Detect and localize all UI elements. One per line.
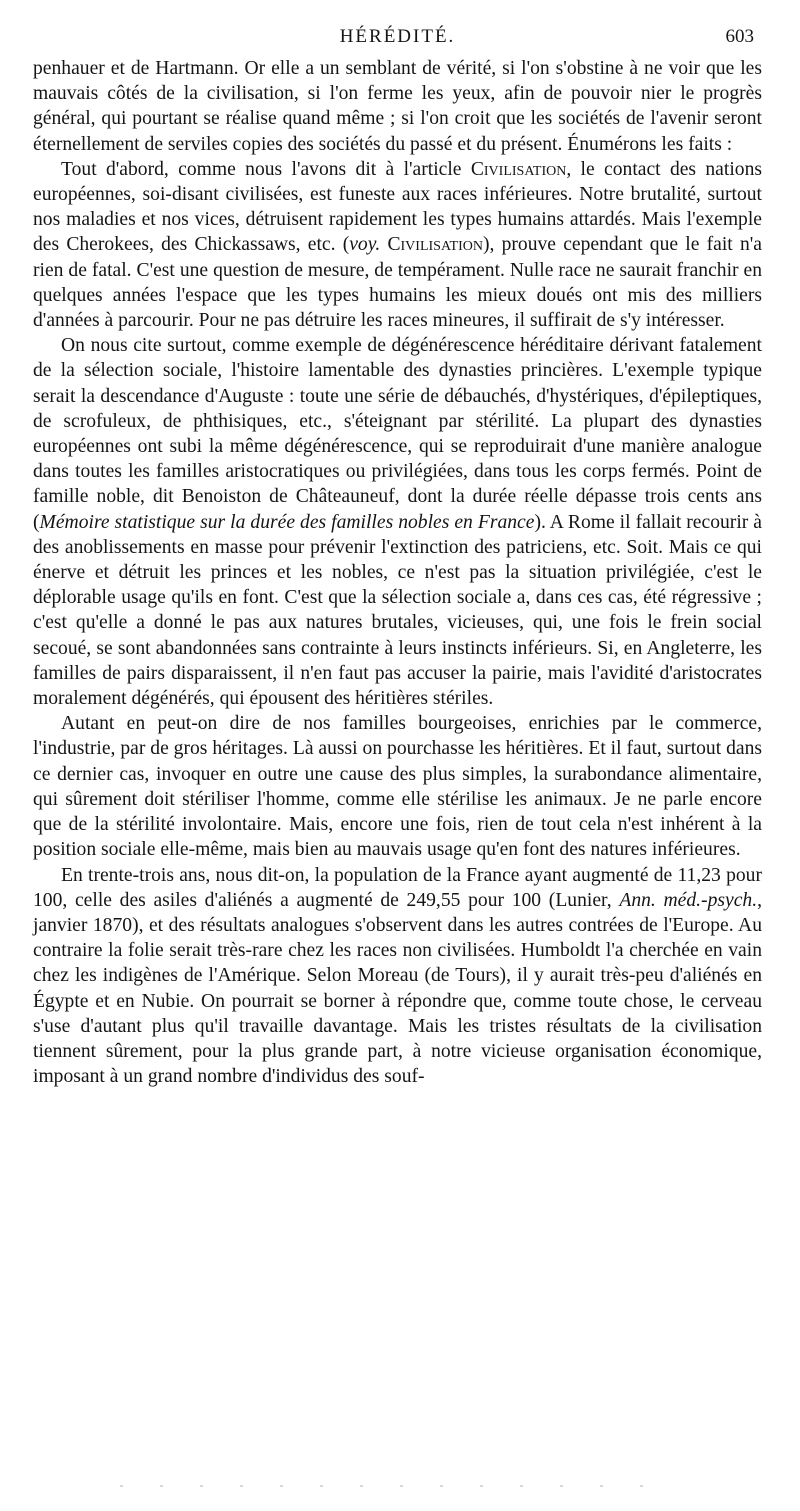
cited-work-title: Mémoire statistique sur la durée des familles nobles en France xyxy=(39,511,535,533)
paragraph-4 xyxy=(33,711,762,862)
paragraph-1 xyxy=(33,56,762,157)
paragraph-2 xyxy=(33,157,762,333)
page-number: 603 xyxy=(725,26,754,47)
see-reference: voy. xyxy=(349,234,381,256)
article-reference: Civilisation xyxy=(470,158,567,180)
article-reference: Civilisation xyxy=(387,234,483,256)
paragraph-text: penhauer et de Hartmann. Or elle a un semblant de vérité, si l'on s'obstine à ne voir que les mauvais côtés de la civilisation, si l'on ferme les yeux, afin de pouvoir nier le progrès général, qui pourtant se réalise quand même ; si l'on croit que les sociétés de l'avenir seront éternellement de serviles copies des sociétés du passé et du présent. Énumérons les faits : xyxy=(33,58,762,155)
paragraph-text: , janvier 1870), et des résultats analogues s'observent dans les autres contrées de l'Europe. Au contraire la folie serait très-rare chez les races non civilisées. Humboldt l'a cherchée en vain chez les indigènes de l'Amérique. Selon Moreau (de Tours), il y aurait très-peu d'aliénés en Égypte et en Nubie. On pourrait se borner à répondre que, comme toute chose, le cerveau s'use d'autant plus qu'il travaille davantage. Mais les tristes résultats de la civilisation tiennent sûrement, pour la plus grande part, à notre vicieuse organisation économique, imposant à un grand nombre d'individus des souf- xyxy=(33,889,762,1088)
paragraph-3 xyxy=(33,333,762,711)
paragraph-text: Tout d'abord, comme nous l'avons dit à l'article xyxy=(61,158,471,180)
paragraph-text: ), prouve cependant que le fait n'a rien de fatal. C'est une question de mesure, de tempérament. Nulle race ne saurait franchir en quelques années l'espace que les types humains les mieux doués ont mis des milliers d'années à parcourir. Pour ne pas détruire les races mineures, il suffirait de s'y intéresser. xyxy=(33,234,762,332)
paragraph-text: On nous cite surtout, comme exemple de dégénérescence héréditaire dérivant fatalement de la sélection sociale, l'histoire lamentable des dynasties princières. L'exemple typique serait la descendance d'Auguste : toute une série de débauchés, d'hystériques, d'épileptiques, de scrofuleux, de phthisiques, etc., s'éteignant par stérilité. La plupart des dynasties européennes ont subi la même dégénérescence, qui se reproduirait d'une manière analogue dans toutes les familles aristocratiques ou privilégiées, dans tous les corps fermés. Point de famille noble, dit Benoiston de Châteauneuf, dont la durée réelle dépasse trois cents ans ( xyxy=(33,335,762,533)
body-text xyxy=(33,56,762,1089)
running-head: HÉRÉDITÉ. xyxy=(339,26,456,47)
bleed-through-trace xyxy=(120,1485,680,1487)
paragraph-text: Autant en peut-on dire de nos familles bourgeoises, enrichies par le commerce, l'industrie, par de gros héritages. Là aussi on pourchasse les héritières. Et il faut, surtout dans ce dernier cas, invoquer en outre une cause des plus simples, la surabondance alimentaire, qui sûrement doit stériliser l'homme, comme elle stérilise les animaux. Je ne parle encore que de la stérilité involontaire. Mais, encore une fois, rien de tout cela n'est inhérent à la position sociale elle-même, mais bien au mauvais usage qu'en font des natures inférieures. xyxy=(33,713,762,861)
paragraph-text: ). A Rome il fallait recourir à des anoblissements en masse pour prévenir l'extinction des patriciens, etc. Soit. Mais ce qui énerve et détruit les princes et les nobles, ce n'est pas la situation privilégiée, c'est le déplorable usage qu'ils en font. C'est que la sélection sociale a, dans ces cas, été régressive ; c'est qu'elle a donné le pas aux natures brutales, vicieuses, qui, une fois le frein social secoué, se sont abandonnées sans contrainte à leurs instincts inférieurs. Si, en Angleterre, les familles de pairs disparaissent, il n'en faut pas accuser la pairie, mais l'avidité d'aristocrates moralement dégénérés, qui épousent des héritières stériles. xyxy=(33,511,762,710)
paragraph-5 xyxy=(33,863,762,1090)
paragraph-text: , le contact des nations européennes, soi-disant civilisées, est funeste aux races inférieures. Notre brutalité, surtout nos maladies et nos vices, détruisent rapidement les types humains attardés. Mais l'exemple des Cherokees, des Chickassaws, etc. ( xyxy=(33,158,762,256)
page-header xyxy=(33,0,762,56)
paragraph-text: En trente-trois ans, nous dit-on, la population de la France ayant augmenté de 11,23 pour 100, celle des asiles d'aliénés a augmenté de 249,55 pour 100 (Lunier, xyxy=(33,864,762,911)
cited-journal: Ann. méd.-psych. xyxy=(619,889,758,911)
